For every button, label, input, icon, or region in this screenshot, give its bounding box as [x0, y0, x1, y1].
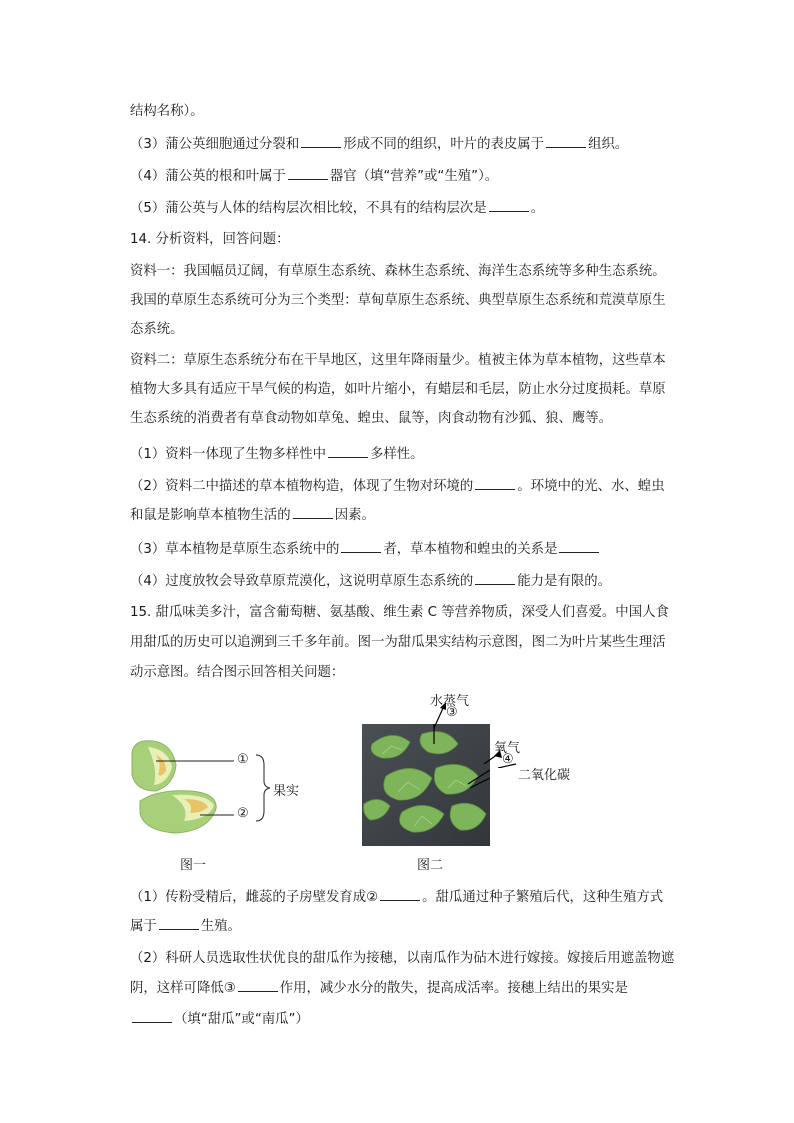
fig2-water-vapor: 水蒸气 — [430, 694, 470, 709]
fig2-co2: 二氧化碳 — [518, 768, 571, 783]
question-14-4: （4）过度放牧会导致草原荒漠化，这说明草原生态系统的 能力是有限的。 — [130, 574, 612, 589]
fig2-caption: 图二 — [417, 858, 444, 873]
question-15-2-cont: 阴，这样可降低③ 作用，减少水分的散失，提高成活率。接穗上结出的果实是 — [130, 981, 628, 996]
fig2-label-3: ③ — [446, 705, 458, 720]
question-15-1: （1）传粉受精后，雌蕊的子房壁发育成② 。甜瓜通过种子繁殖后代，这种生殖方式 — [130, 890, 664, 905]
brace — [256, 755, 270, 821]
fig1-caption: 图一 — [180, 858, 207, 873]
fig2-oxygen: 氧气 — [494, 741, 521, 756]
material-1-line1: 资料一：我国幅员辽阔，有草原生态系统、森林生态系统、海洋生态系统等多种生态系统。 — [130, 264, 666, 279]
fig1-label-2: ② — [237, 806, 249, 821]
material-1-line2: 我国的草原生态系统可分为三个类型：草甸草原生态系统、典型草原生态系统和荒漠草原生 — [130, 293, 666, 308]
material-2-line1: 资料二：草原生态系统分布在干旱地区，这里年降雨量少。植被主体为草本植物，这些草本 — [130, 353, 666, 368]
question-14-2: （2）资料二中描述的草本植物构造，体现了生物对环境的 。环境中的光、水、蝗虫 — [130, 479, 665, 494]
question-14-2-cont: 和鼠是影响草本植物生活的 因素。 — [130, 508, 375, 523]
answer-blank[interactable] — [341, 540, 381, 553]
question-15-1-cont: 属于 生殖。 — [130, 919, 241, 934]
question-15-line3: 动示意图。结合图示回答相关问题： — [130, 665, 345, 680]
material-2-line2: 植物大多具有适应干旱气候的构造，如叶片缩小，有蜡层和毛层，防止水分过度损耗。草原 — [130, 382, 666, 397]
question-15-line2: 用甜瓜的历史可以追溯到三千多年前。图一为甜瓜果实结构示意图，图二为叶片某些生理活 — [130, 635, 666, 650]
question-14-1: （1）资料一体现了生物多样性中 多样性。 — [130, 447, 424, 462]
material-2-line3: 生态系统的消费者有草食动物如草兔、蝗虫、鼠等，肉食动物有沙狐、狼、鹰等。 — [130, 411, 613, 426]
text-line: 结构名称）。 — [130, 104, 204, 119]
answer-blank[interactable] — [328, 445, 368, 458]
question-5: （5）蒲公英与人体的结构层次相比较，不具有的结构层次是 。 — [130, 201, 545, 216]
answer-blank[interactable] — [559, 540, 599, 553]
fig1-label-1: ① — [237, 752, 249, 767]
arrow-up-icon — [434, 706, 444, 728]
answer-blank[interactable] — [132, 1010, 172, 1023]
fig1-brace-label: 果实 — [273, 784, 300, 799]
answer-blank[interactable] — [238, 979, 278, 992]
question-15-line1: 15. 甜瓜味美多汁，富含葡萄糖、氨基酸、维生素 C 等营养物质，深受人们喜爱。中国人食 — [130, 605, 669, 620]
question-15-2-end: （填“甜瓜”或“南瓜”） — [130, 1010, 309, 1029]
material-1-line3: 态系统。 — [130, 322, 184, 337]
answer-blank[interactable] — [293, 506, 333, 519]
answer-blank[interactable] — [288, 167, 328, 180]
answer-blank[interactable] — [380, 888, 420, 901]
question-14-3: （3）草本植物是草原生态系统中的 者，草本植物和蝗虫的关系是 — [130, 540, 601, 559]
question-4: （4）蒲公英的根和叶属于 器官（填“营养”或“生殖”）。 — [130, 169, 499, 184]
answer-blank[interactable] — [475, 572, 515, 585]
answer-blank[interactable] — [475, 477, 515, 490]
answer-blank[interactable] — [546, 135, 586, 148]
answer-blank[interactable] — [301, 135, 341, 148]
question-14-title: 14. 分析资料，回答问题： — [130, 232, 290, 247]
answer-blank[interactable] — [159, 917, 199, 930]
answer-blank[interactable] — [489, 199, 529, 212]
question-3: （3）蒲公英细胞通过分裂和 形成不同的组织，叶片的表皮属于 组织。 — [130, 137, 629, 152]
question-15-2: （2）科研人员选取性状优良的甜瓜作为接穗，以南瓜作为砧木进行嫁接。嫁接后用遮盖物遮 — [130, 951, 675, 966]
fig2-label-4: ④ — [502, 752, 514, 767]
